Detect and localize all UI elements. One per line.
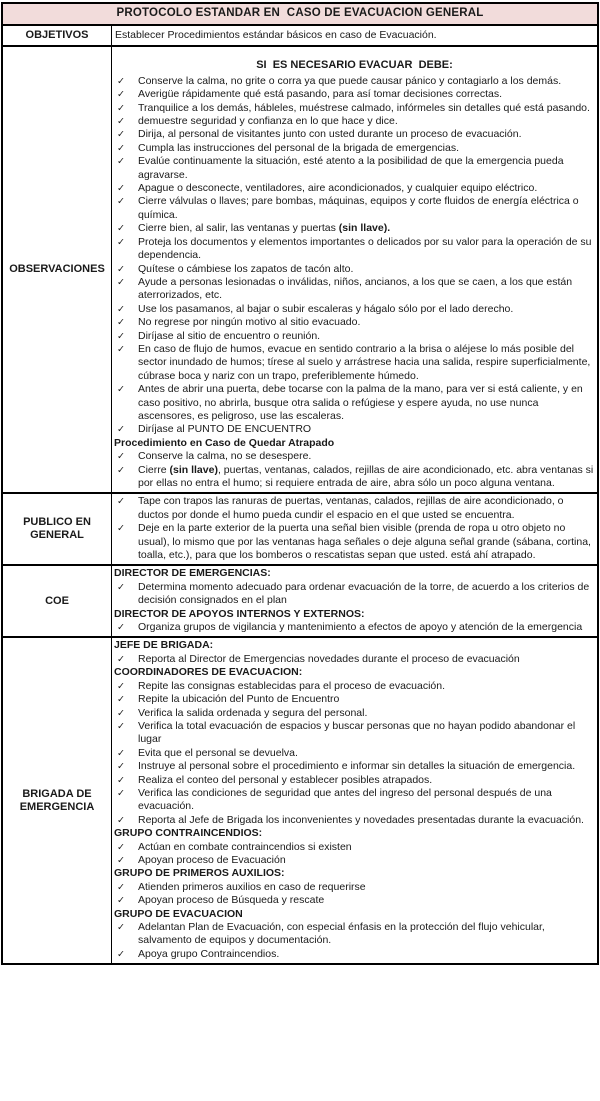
check-icon: ✓ bbox=[117, 116, 125, 128]
bold-text: (sin llave) bbox=[169, 463, 218, 476]
check-icon: ✓ bbox=[117, 747, 125, 759]
checklist-item bbox=[114, 343, 595, 383]
row-label: OBSERVACIONES bbox=[3, 47, 112, 492]
check-icon: ✓ bbox=[117, 129, 125, 141]
checklist-item bbox=[114, 747, 595, 760]
check-icon: ✓ bbox=[117, 653, 125, 665]
item-text: Apoya grupo Contraincendios. bbox=[138, 947, 280, 960]
checklist-item bbox=[114, 330, 595, 343]
item-text: Reporta al Jefe de Brigada los inconvenientes y novedades presentadas durante la evacuación. bbox=[138, 813, 584, 826]
sub-heading: COORDINADORES DE EVACUACION: bbox=[114, 666, 303, 679]
checklist-item bbox=[114, 581, 595, 608]
checklist-item bbox=[114, 464, 595, 491]
sub-heading: DIRECTOR DE APOYOS INTERNOS Y EXTERNOS: bbox=[114, 607, 365, 620]
checklist-item bbox=[114, 142, 595, 155]
item-text: Antes de abrir una puerta, debe tocarse con la palma de la mano, para ver si está caliente, y en caso positivo, no abrirla, busque otra salida o refúgiese y espere ayuda, no use nunca ascensores, es peligroso, use las escaleras. bbox=[138, 383, 583, 422]
sub-heading: GRUPO DE PRIMEROS AUXILIOS: bbox=[114, 867, 285, 880]
check-icon: ✓ bbox=[117, 276, 125, 288]
checklist-item bbox=[114, 236, 595, 263]
checklist-item bbox=[114, 303, 595, 316]
check-icon: ✓ bbox=[117, 854, 125, 866]
item-text: Averigüe rápidamente qué está pasando, para así tomar decisiones correctas. bbox=[138, 88, 503, 101]
checklist-item bbox=[114, 383, 595, 423]
check-icon: ✓ bbox=[117, 303, 125, 315]
checklist-item bbox=[114, 894, 595, 907]
checklist-item bbox=[114, 680, 595, 693]
item-text: Tranquilice a los demás, hábleles, muéstrese calmado, infórmeles sin detalles qué está pasando. bbox=[138, 101, 590, 114]
row-content bbox=[112, 494, 597, 564]
checklist-item bbox=[114, 195, 595, 222]
check-icon: ✓ bbox=[117, 922, 125, 933]
checklist-item bbox=[114, 707, 595, 720]
check-icon: ✓ bbox=[117, 317, 125, 329]
item-text: Repite la ubicación del Punto de Encuentro bbox=[138, 693, 340, 706]
checklist-item bbox=[114, 88, 595, 101]
paragraph: Establecer Procedimientos estándar básicos en caso de Evacuación. bbox=[115, 29, 437, 41]
check-icon: ✓ bbox=[117, 142, 125, 154]
checklist-item bbox=[114, 276, 595, 303]
checklist-item bbox=[114, 316, 595, 329]
checklist-item bbox=[114, 155, 595, 182]
checklist-item bbox=[114, 115, 595, 128]
check-icon: ✓ bbox=[117, 948, 125, 960]
check-icon: ✓ bbox=[117, 156, 125, 168]
check-icon: ✓ bbox=[117, 814, 125, 826]
check-icon: ✓ bbox=[117, 424, 125, 436]
checklist-item bbox=[114, 760, 595, 773]
check-icon: ✓ bbox=[117, 236, 125, 248]
check-icon: ✓ bbox=[117, 581, 125, 593]
check-icon: ✓ bbox=[117, 841, 125, 853]
check-icon: ✓ bbox=[117, 183, 125, 195]
item-text: Organiza grupos de vigilancia y mantenimiento a efectos de apoyo y atención de la emergencia bbox=[138, 621, 583, 634]
item-text: No regrese por ningún motivo al sitio evacuado. bbox=[138, 316, 361, 329]
row-content bbox=[112, 638, 597, 963]
table-row bbox=[3, 494, 597, 566]
check-icon: ✓ bbox=[117, 343, 125, 355]
row-content bbox=[112, 47, 597, 492]
check-icon: ✓ bbox=[117, 895, 125, 907]
check-icon: ✓ bbox=[117, 89, 125, 101]
item-text: Evalúe continuamente la situación, esté atento a la posibilidad de que la emergencia pueda agravarse. bbox=[138, 155, 564, 181]
checklist-item bbox=[114, 222, 595, 235]
item-text: Proteja los documentos y elementos importantes o delicados por su valor para la operación de su dependencia. bbox=[138, 235, 592, 262]
item-text: Cierre (sin llave), puertas, ventanas, calados, rejillas de aire acondicionado, etc. abra ventanas si por ellas no entra el humo; si requiere entrada de aire, abra sólo un poco alguna ventana. bbox=[138, 463, 594, 489]
row-label: OBJETIVOS bbox=[3, 26, 112, 45]
check-icon: ✓ bbox=[117, 263, 125, 275]
item-text: Conserve la calma, no se desespere. bbox=[138, 450, 312, 463]
checklist-item bbox=[114, 75, 595, 88]
check-icon: ✓ bbox=[117, 694, 125, 706]
item-text: Actúan en combate contraincendios si existen bbox=[138, 840, 352, 853]
checklist-item bbox=[114, 653, 595, 666]
row-label: BRIGADA DE EMERGENCIA bbox=[3, 638, 112, 963]
document-title: PROTOCOLO ESTANDAR EN CASO DE EVACUACION GENERAL bbox=[3, 4, 597, 26]
item-text: Diríjase al sitio de encuentro o reunión. bbox=[138, 329, 321, 342]
item-text: Apoyan proceso de Evacuación bbox=[138, 853, 286, 866]
item-text: Realiza el conteo del personal y establecer posibles atrapados. bbox=[138, 773, 433, 786]
sub-heading: JEFE DE BRIGADA: bbox=[114, 639, 214, 652]
checklist-item bbox=[114, 128, 595, 141]
checklist-item bbox=[114, 495, 595, 522]
sub-heading: GRUPO CONTRAINCENDIOS: bbox=[114, 827, 263, 840]
check-icon: ✓ bbox=[117, 523, 125, 535]
checklist-item bbox=[114, 787, 595, 814]
item-text: Cumpla las instrucciones del personal de la brigada de emergencias. bbox=[138, 141, 460, 154]
item-text: Cierre bien, al salir, las ventanas y puertas (sin llave). bbox=[138, 222, 391, 235]
sub-heading: Procedimiento en Caso de Quedar Atrapado bbox=[114, 436, 335, 449]
item-text: Ayude a personas lesionadas o inválidas, niños, ancianos, a los que se caen, a los que están aterrorizados, etc. bbox=[138, 275, 573, 302]
row-content bbox=[112, 566, 597, 636]
checklist-item bbox=[114, 522, 595, 562]
check-icon: ✓ bbox=[117, 774, 125, 786]
item-text: Apague o desconecte, ventiladores, aire acondicionados, y cualquier equipo eléctrico. bbox=[138, 182, 538, 195]
checklist-item bbox=[114, 774, 595, 787]
check-icon: ✓ bbox=[117, 680, 125, 692]
check-icon: ✓ bbox=[117, 384, 125, 396]
check-icon: ✓ bbox=[117, 464, 125, 476]
checklist-item bbox=[114, 621, 595, 634]
item-text: demuestre seguridad y confianza en lo que hace y dice. bbox=[138, 115, 398, 128]
checklist-item bbox=[114, 102, 595, 115]
check-icon: ✓ bbox=[117, 196, 125, 208]
item-text: Evita que el personal se devuelva. bbox=[138, 746, 298, 759]
item-text: Atienden primeros auxilios en caso de requerirse bbox=[138, 880, 366, 893]
checklist-item bbox=[114, 182, 595, 195]
checklist-item bbox=[114, 841, 595, 854]
check-icon: ✓ bbox=[117, 496, 125, 508]
row-content bbox=[112, 26, 597, 45]
item-text: Adelantan Plan de Evacuación, con especial énfasis en la protección del flujo vehicular, salvamento de equipos y documentación. bbox=[138, 921, 545, 947]
item-text: Apoyan proceso de Búsqueda y rescate bbox=[138, 894, 325, 907]
item-text: Dirija, al personal de visitantes junto con usted durante un proceso de evacuación. bbox=[138, 128, 522, 141]
item-text: Repite las consignas establecidas para el proceso de evacuación. bbox=[138, 679, 446, 692]
check-icon: ✓ bbox=[117, 881, 125, 893]
checklist-item bbox=[114, 948, 595, 961]
section-title: SI ES NECESARIO EVACUAR DEBE: bbox=[256, 59, 453, 72]
item-text: Conserve la calma, no grite o corra ya que puede causar pánico y contagiarlo a los demás. bbox=[138, 74, 562, 87]
checklist-item bbox=[114, 263, 595, 276]
bold-text: (sin llave). bbox=[338, 222, 391, 235]
check-icon: ✓ bbox=[117, 787, 125, 799]
check-icon: ✓ bbox=[117, 223, 125, 235]
check-icon: ✓ bbox=[117, 75, 125, 87]
check-icon: ✓ bbox=[117, 720, 125, 732]
sub-heading: DIRECTOR DE EMERGENCIAS: bbox=[114, 567, 271, 580]
checklist-item bbox=[114, 921, 595, 948]
check-icon: ✓ bbox=[117, 707, 125, 719]
table-row bbox=[3, 566, 597, 638]
item-text: Quítese o cámbiese los zapatos de tacón alto. bbox=[138, 262, 354, 275]
checklist-item bbox=[114, 854, 595, 867]
checklist-item bbox=[114, 693, 595, 706]
item-text: Deje en la parte exterior de la puerta una señal bien visible (prenda de ropa u otro objeto no usual), lo mismo que por las ventanas haga señales o deje alguna señal grande (sábana, cortina, toalla, etc.), para que los bomberos o rescatistas sepan que usted. está ahí atrapado. bbox=[138, 522, 591, 562]
check-icon: ✓ bbox=[117, 330, 125, 342]
check-icon: ✓ bbox=[117, 451, 125, 463]
check-icon: ✓ bbox=[117, 102, 125, 114]
table-row bbox=[3, 638, 597, 963]
row-label: PUBLICO EN GENERAL bbox=[3, 494, 112, 564]
checklist-item bbox=[114, 720, 595, 747]
check-icon: ✓ bbox=[117, 761, 125, 773]
check-icon: ✓ bbox=[117, 622, 125, 634]
item-text: Cierre válvulas o llaves; pare bombas, máquinas, equipos y corte fluidos de energía eléctrica o química. bbox=[138, 195, 579, 221]
item-text: Diríjase al PUNTO DE ENCUENTRO bbox=[138, 423, 312, 436]
checklist-item bbox=[114, 423, 595, 436]
checklist-item bbox=[114, 881, 595, 894]
sub-heading: GRUPO DE EVACUACION bbox=[114, 907, 243, 920]
protocol-table bbox=[1, 2, 599, 965]
protocol-rows bbox=[3, 26, 597, 963]
table-row bbox=[3, 47, 597, 494]
item-text: Verifica la total evacuación de espacios y buscar personas que no hayan podido abandonar el lugar bbox=[138, 719, 576, 746]
item-text: Instruye al personal sobre el procedimiento e informar sin detalles la situación de emergencia. bbox=[138, 760, 576, 773]
item-text: En caso de flujo de humos, evacue en sentido contrario a la brisa o aléjese lo más posible del sector inundado de humos; tírese al suelo y arrástrese hacia una salida, respire superficialmente, cúbrase boca y nariz con un trapo, preferiblemente húmedo. bbox=[138, 342, 591, 382]
item-text: Verifica las condiciones de seguridad que antes del ingreso del personal después de una evacuación. bbox=[138, 786, 552, 813]
item-text: Reporta al Director de Emergencias novedades durante el proceso de evacuación bbox=[138, 652, 520, 665]
table-row bbox=[3, 26, 597, 47]
item-text: Tape con trapos las ranuras de puertas, ventanas, calados, rejillas de aire acondicionado, o ductos por donde el humo pueda cundir el espacio en el que usted se encuentra. bbox=[138, 495, 564, 521]
item-text: Verifica la salida ordenada y segura del personal. bbox=[138, 706, 368, 719]
checklist-item bbox=[114, 814, 595, 827]
checklist-item bbox=[114, 450, 595, 463]
item-text: Use los pasamanos, al bajar o subir escaleras y hágalo sólo por el lado derecho. bbox=[138, 302, 514, 315]
item-text: Determina momento adecuado para ordenar evacuación de la torre, de acuerdo a los criterios de decisión consignados en el plan bbox=[138, 580, 590, 607]
row-label: COE bbox=[3, 566, 112, 636]
